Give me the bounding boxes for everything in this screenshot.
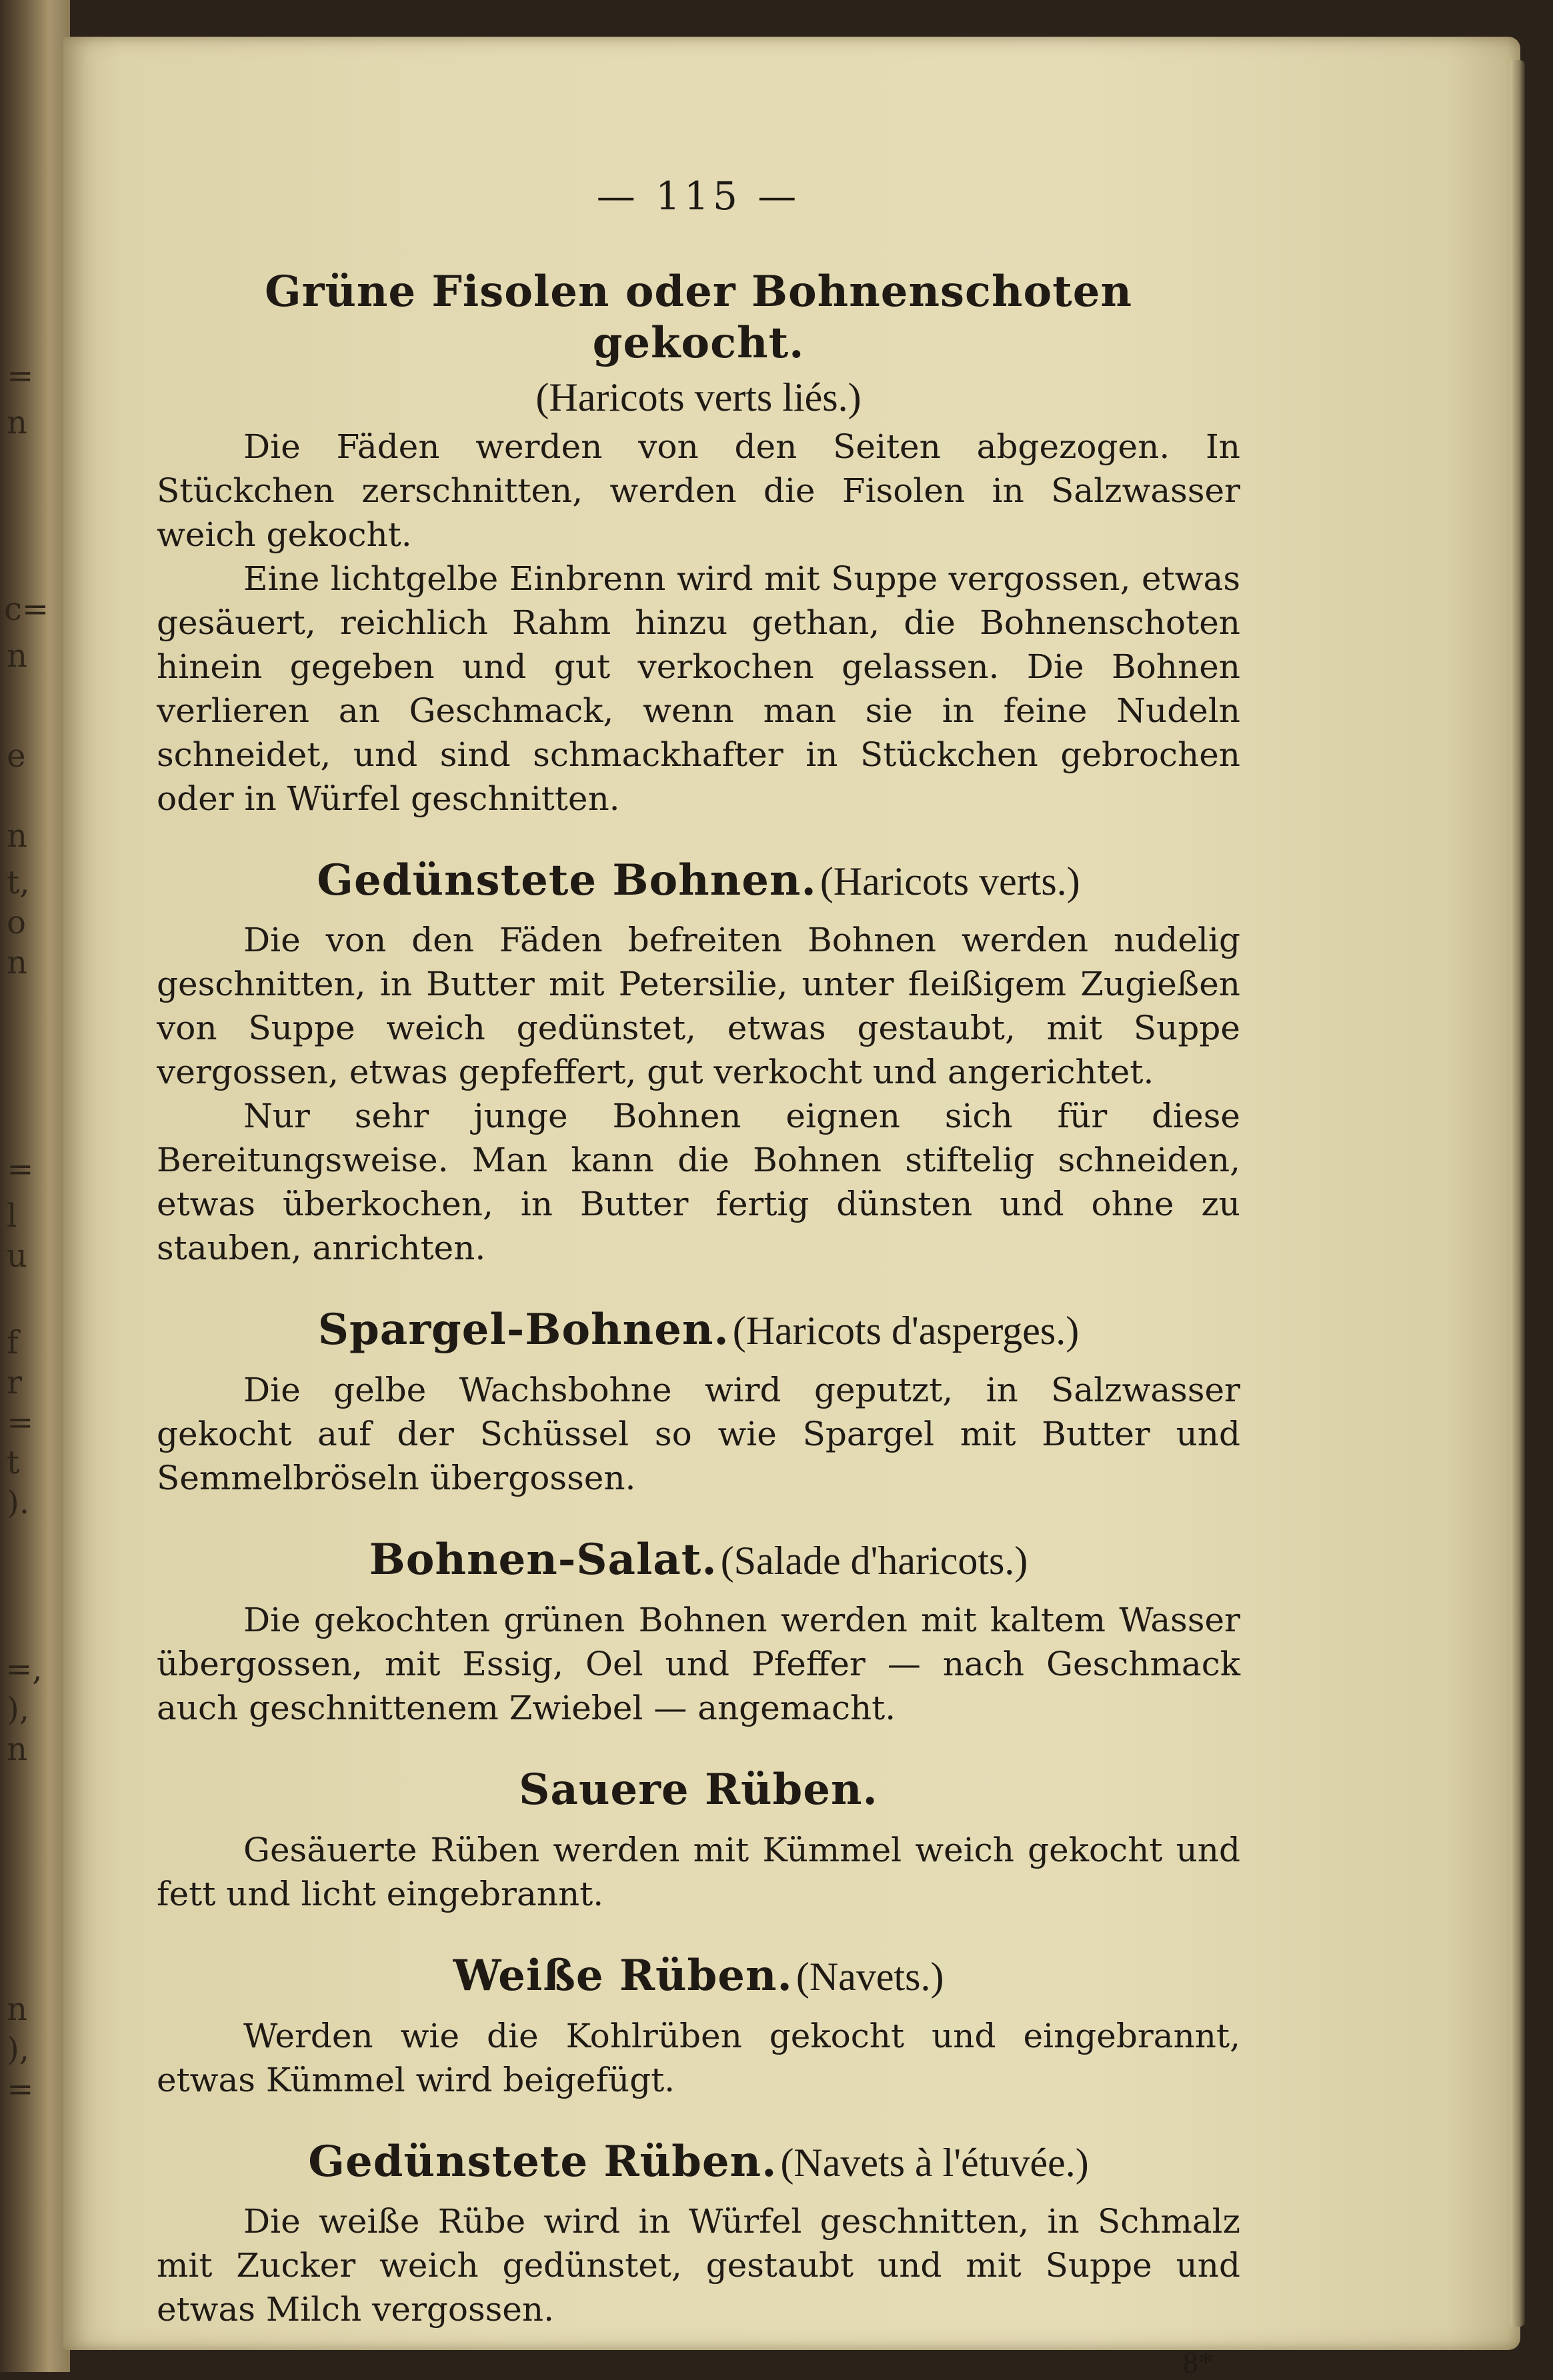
recipe-title: Spargel-Bohnen. xyxy=(317,1305,729,1355)
recipe-subtitle: (Navets.) xyxy=(796,1954,944,1999)
signature-mark: 8* xyxy=(1183,2345,1214,2380)
recipe-heading-row xyxy=(157,1951,1240,2002)
margin-char: n xyxy=(7,817,27,855)
recipe-section xyxy=(157,1535,1240,1730)
margin-char: n xyxy=(7,1731,27,1768)
recipe-title: Weiße Rüben. xyxy=(453,1950,793,2001)
page-edge xyxy=(1510,60,1525,2327)
margin-char: e xyxy=(7,737,26,775)
recipe-subtitle: (Haricots verts.) xyxy=(820,859,1080,903)
margin-char: o xyxy=(7,904,26,941)
recipe-subtitle: (Navets à l'étuvée.) xyxy=(780,2140,1089,2185)
margin-char: t, xyxy=(7,864,30,901)
margin-char: = xyxy=(7,1404,34,1441)
recipe-paragraph: Werden wie die Kohlrüben gekocht und eingebrannt, etwas Kümmel wird beigefügt. xyxy=(157,2016,1240,2099)
margin-char: ). xyxy=(7,1484,29,1521)
recipe-heading-row xyxy=(157,1535,1240,1586)
recipe-heading-row xyxy=(157,1305,1240,1356)
margin-char: ), xyxy=(7,1691,29,1728)
recipe-heading-row xyxy=(157,855,1240,907)
margin-char: ), xyxy=(7,2031,29,2068)
margin-char: = xyxy=(7,357,34,395)
recipe-title: Bohnen-Salat. xyxy=(369,1535,717,1585)
recipe-section xyxy=(157,1765,1240,1916)
recipe-paragraph: Die von den Fäden befreiten Bohnen werden nudelig geschnitten, in Butter mit Petersilie, unter fleißigem Zugießen von Suppe weich gedünstet, etwas gestaubt, mit Suppe vergossen, etwas gepfeffert, gut verkocht und angerichtet. xyxy=(157,921,1240,1092)
page-number: — 115 — xyxy=(596,173,801,219)
recipe-section xyxy=(157,1305,1240,1500)
recipe-title: Gedünstete Bohnen. xyxy=(317,855,817,905)
page-content xyxy=(157,173,1240,2380)
margin-char: = xyxy=(7,1151,34,1188)
recipe-subtitle: (Salade d'haricots.) xyxy=(720,1539,1028,1583)
recipe-section xyxy=(157,1951,1240,2102)
recipe-subtitle: (Haricots verts liés.) xyxy=(535,375,862,419)
margin-char: = xyxy=(7,2071,34,2108)
adjacent-page-edge xyxy=(0,0,70,2372)
recipe-title: Sauere Rüben. xyxy=(519,1764,878,1815)
recipe-paragraph: Die Fäden werden von den Seiten abgezogen. In Stückchen zerschnitten, werden die Fisolen in Salzwasser weich gekocht. xyxy=(157,427,1240,554)
recipe-section xyxy=(157,855,1240,1271)
recipe-paragraph: Die gelbe Wachsbohne wird geputzt, in Salzwasser gekocht auf der Schüssel so wie Spargel mit Butter und Semmelbröseln übergossen. xyxy=(157,1371,1240,1498)
recipe-paragraph: Gesäuerte Rüben werden mit Kümmel weich gekocht und fett und licht eingebrannt. xyxy=(157,1830,1240,1913)
recipe-paragraph: Nur sehr junge Bohnen eignen sich für diese Bereitungsweise. Man kann die Bohnen stiftelig schneiden, etwas überkochen, in Butter fertig dünsten und ohne zu stauben, anrichten. xyxy=(157,1097,1240,1268)
recipe-paragraph: Eine lichtgelbe Einbrenn wird mit Suppe vergossen, etwas gesäuert, reichlich Rahm hinzu gethan, die Bohnenschoten hinein gegeben und gut verkochen gelassen. Die Bohnen verlieren an Geschmack, wenn man sie in feine Nudeln schneidet, und sind schmackhafter in Stückchen gebrochen oder in Würfel geschnitten. xyxy=(157,559,1240,818)
margin-char: u xyxy=(7,1237,27,1275)
recipe-title: Gedünstete Rüben. xyxy=(308,2136,778,2187)
margin-char: n xyxy=(7,1991,27,2028)
margin-char: r xyxy=(7,1364,22,1401)
recipe-subtitle: (Haricots d'asperges.) xyxy=(732,1309,1080,1353)
recipe-heading-row xyxy=(157,1765,1240,1816)
recipe-paragraph: Die weiße Rübe wird in Würfel geschnitten, in Schmalz mit Zucker weich gedünstet, gestaubt und mit Suppe und etwas Milch vergossen. xyxy=(157,2202,1240,2329)
margin-char: =, xyxy=(5,1651,43,1688)
recipe-section xyxy=(157,267,1240,821)
recipe-section xyxy=(157,2137,1240,2332)
margin-char: f xyxy=(7,1324,19,1361)
margin-char: n xyxy=(7,637,27,675)
margin-char: n xyxy=(7,404,27,441)
recipe-paragraph: Die gekochten grünen Bohnen werden mit kaltem Wasser übergossen, mit Essig, Oel und Pfeffer — nach Geschmack auch geschnittenem Zwiebel — angemacht. xyxy=(157,1600,1240,1727)
recipe-heading-row xyxy=(157,2137,1240,2188)
margin-char: t xyxy=(7,1444,20,1481)
margin-char: c= xyxy=(4,591,49,628)
margin-char: n xyxy=(7,944,27,981)
recipe-title: Grüne Fisolen oder Bohnenschoten gekocht. xyxy=(264,267,1133,368)
margin-char: l xyxy=(7,1197,17,1235)
